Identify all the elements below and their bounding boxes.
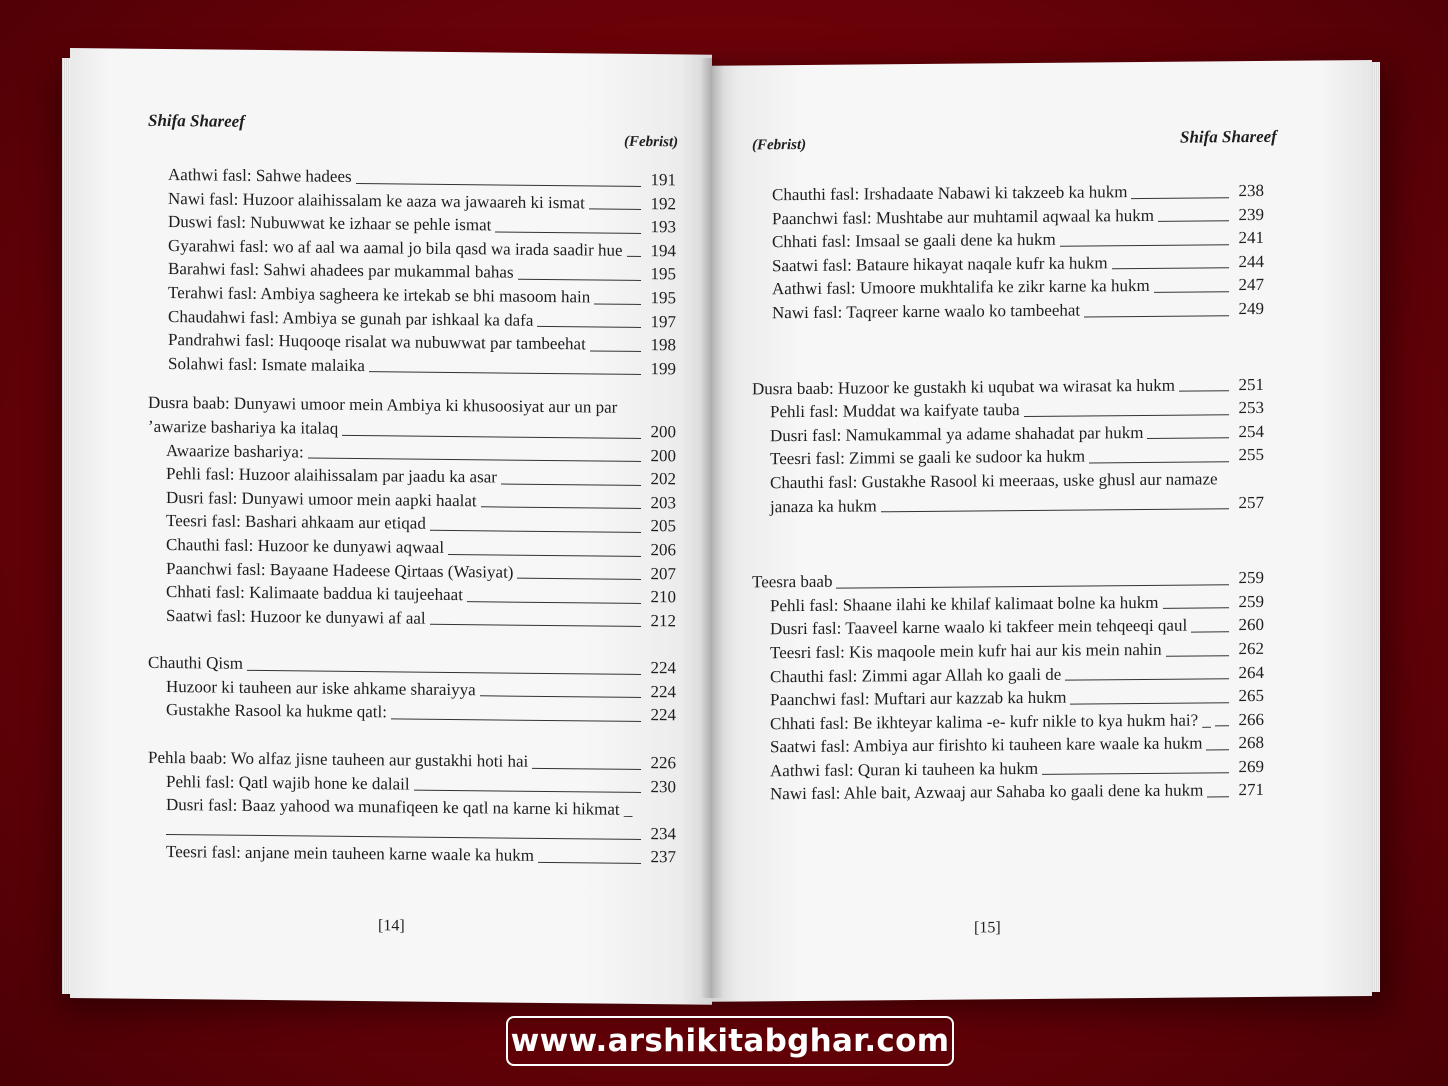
toc-entry: Barahwi fasl: Sahwi ahadees par mukammal bahas 195 bbox=[168, 259, 676, 284]
toc-entry: Chaudahwi fasl: Ambiya se gunah par ishkaal ka dafa 197 bbox=[168, 306, 676, 331]
toc-entry: Saatwi fasl: Bataure hikayat naqale kufr ka hukm 244 bbox=[772, 251, 1264, 276]
left-toc-group-2 bbox=[148, 391, 676, 632]
left-toc-group-3 bbox=[148, 651, 676, 727]
toc-chapter-heading: Teesra baab 259 bbox=[752, 568, 1264, 592]
toc-entry: Aathwi fasl: Sahwe hadees 191 bbox=[168, 165, 676, 190]
toc-entry: Teesri fasl: Kis maqoole mein kufr hai aur kis mein nahin 262 bbox=[770, 638, 1264, 663]
toc-entry: Nawi fasl: Huzoor alaihissalam ke aaza wa jawaareh ki ismat 192 bbox=[168, 188, 676, 213]
toc-entry: Chhati fasl: Imsaal se gaali dene ka hukm 241 bbox=[772, 228, 1264, 252]
right-page bbox=[712, 60, 1372, 1002]
right-toc-group-3 bbox=[752, 566, 1264, 806]
left-page-number: [14] bbox=[378, 917, 405, 935]
toc-entry: Awaarize bashariya: 200 bbox=[166, 440, 676, 465]
toc-entry: Dusri fasl: Namukammal ya adame shahadat par hukm 254 bbox=[770, 421, 1264, 446]
toc-entry: Saatwi fasl: Ambiya aur firishto ki tauheen kare waale ka hukm 268 bbox=[770, 733, 1264, 757]
right-page-number: [15] bbox=[974, 919, 1001, 937]
toc-entry: Dusri fasl: Taaveel karne waalo ki takfeer mein tehqeeqi qaul 260 bbox=[770, 615, 1264, 639]
toc-entry: Nawi fasl: Taqreer karne waalo ko tambeehat 249 bbox=[772, 298, 1264, 323]
toc-entry: Nawi fasl: Ahle bait, Azwaaj aur Sahaba ko gaali dene ka hukm 271 bbox=[770, 780, 1264, 804]
toc-entry: Solahwi fasl: Ismate malaika 199 bbox=[168, 353, 676, 379]
toc-chapter-heading: Dusra baab: Huzoor ke gustakh ki uqubat wa wirasat ka hukm 251 bbox=[752, 374, 1264, 398]
toc-entry: Pehli fasl: Shaane ilahi ke khilaf kalimaat bolne ka hukm 259 bbox=[770, 591, 1264, 615]
toc-entry: Teesri fasl: Bashari ahkaam aur etiqad 205 bbox=[166, 511, 676, 536]
toc-entry: Aathwi fasl: Quran ki tauheen ka hukm 269 bbox=[770, 756, 1264, 781]
toc-entry: Chhati fasl: Be ikhteyar kalima -e- kufr nikle to kya hukm hai? _ 266 bbox=[770, 709, 1264, 733]
toc-entry: Pehli fasl: Muddat wa kaifyate tauba 253 bbox=[770, 398, 1264, 422]
right-running-section: (Febrist) bbox=[752, 136, 807, 154]
left-page bbox=[70, 48, 712, 1005]
toc-entry: Paanchwi fasl: Mushtabe aur muhtamil aqwaal ka hukm 239 bbox=[772, 204, 1264, 228]
toc-chapter-heading: Pehla baab: Wo alfaz jisne tauheen aur gustakhi hoti hai 226 bbox=[148, 747, 676, 773]
toc-entry: Huzoor ki tauheen aur iske ahkame sharaiyya 224 bbox=[166, 676, 676, 702]
toc-entry: Chauthi fasl: Gustakhe Rasool ki meeraas, uske ghusl aur namaze bbox=[770, 469, 1218, 493]
toc-entry: Pehli fasl: Qatl wajib hone ke dalail 230 bbox=[166, 771, 676, 797]
book-spine-shadow bbox=[700, 58, 724, 998]
left-toc bbox=[148, 163, 676, 870]
toc-entry: Dusri fasl: Baaz yahood wa munafiqeen ke qatl na karne ki hikmat _ bbox=[166, 795, 633, 820]
right-toc bbox=[752, 179, 1264, 807]
toc-entry: Paanchwi fasl: Muftari aur kazzab ka hukm 265 bbox=[770, 686, 1264, 710]
toc-entry: Chauthi fasl: Huzoor ke dunyawi aqwaal 206 bbox=[166, 534, 676, 560]
toc-entry: Pandrahwi fasl: Huqooqe risalat wa nubuwwat par tambeehat 198 bbox=[168, 330, 676, 355]
toc-entry: Chauthi fasl: Zimmi agar Allah ko gaali de 264 bbox=[770, 662, 1264, 686]
left-running-section: (Febrist) bbox=[624, 133, 679, 151]
right-running-title: Shifa Shareef bbox=[1180, 126, 1277, 147]
toc-chapter-heading-cont: ’awarize bashariya ka italaq 200 bbox=[148, 416, 676, 442]
left-running-title: Shifa Shareef bbox=[148, 110, 245, 131]
toc-entry: Pehli fasl: Huzoor alaihissalam par jaadu ka asar 202 bbox=[166, 464, 676, 489]
left-toc-group-1 bbox=[148, 163, 676, 381]
toc-entry: Duswi fasl: Nubuwwat ke izhaar se pehle ismat 193 bbox=[168, 212, 676, 237]
website-watermark: www.arshikitabghar.com bbox=[506, 1016, 954, 1066]
toc-part-heading: Chauthi Qism 224 bbox=[148, 653, 676, 678]
toc-entry: Gyarahwi fasl: wo af aal wa aamal jo bila qasd wa irada saadir hue 194 bbox=[168, 235, 676, 261]
toc-entry: Saatwi fasl: Huzoor ke dunyawi af aal 212 bbox=[166, 605, 676, 631]
toc-entry: Gustakhe Rasool ka hukme qatl: 224 bbox=[166, 700, 676, 725]
right-toc-group-1 bbox=[752, 179, 1264, 325]
right-toc-group-2 bbox=[752, 373, 1264, 519]
toc-chapter-heading: Dusra baab: Dunyawi umoor mein Ambiya ki khusoosiyat aur un par bbox=[148, 393, 618, 418]
toc-entry: Teesri fasl: Zimmi se gaali ke sudoor ka hukm 255 bbox=[770, 445, 1264, 469]
toc-entry-cont: janaza ka hukm 257 bbox=[770, 492, 1264, 516]
left-toc-group-4 bbox=[148, 746, 676, 869]
toc-entry: Chauthi fasl: Irshadaate Nabawi ki takzeeb ka hukm 238 bbox=[772, 180, 1264, 205]
toc-entry: Dusri fasl: Dunyawi umoor mein aapki haalat 203 bbox=[166, 487, 676, 513]
toc-entry: Teesri fasl: anjane mein tauheen karne waale ka hukm 237 bbox=[166, 842, 676, 867]
toc-entry: Chhati fasl: Kalimaate baddua ki taujeehaat 210 bbox=[166, 582, 676, 607]
toc-entry: Aathwi fasl: Umoore mukhtalifa ke zikr karne ka hukm 247 bbox=[772, 275, 1264, 299]
toc-entry: Paanchwi fasl: Bayaane Hadeese Qirtaas (Wasiyat) 207 bbox=[166, 558, 676, 583]
toc-entry: Terahwi fasl: Ambiya sagheera ke irtekab se bhi masoom hain 195 bbox=[168, 282, 676, 308]
toc-entry-cont: 234 bbox=[148, 817, 676, 846]
